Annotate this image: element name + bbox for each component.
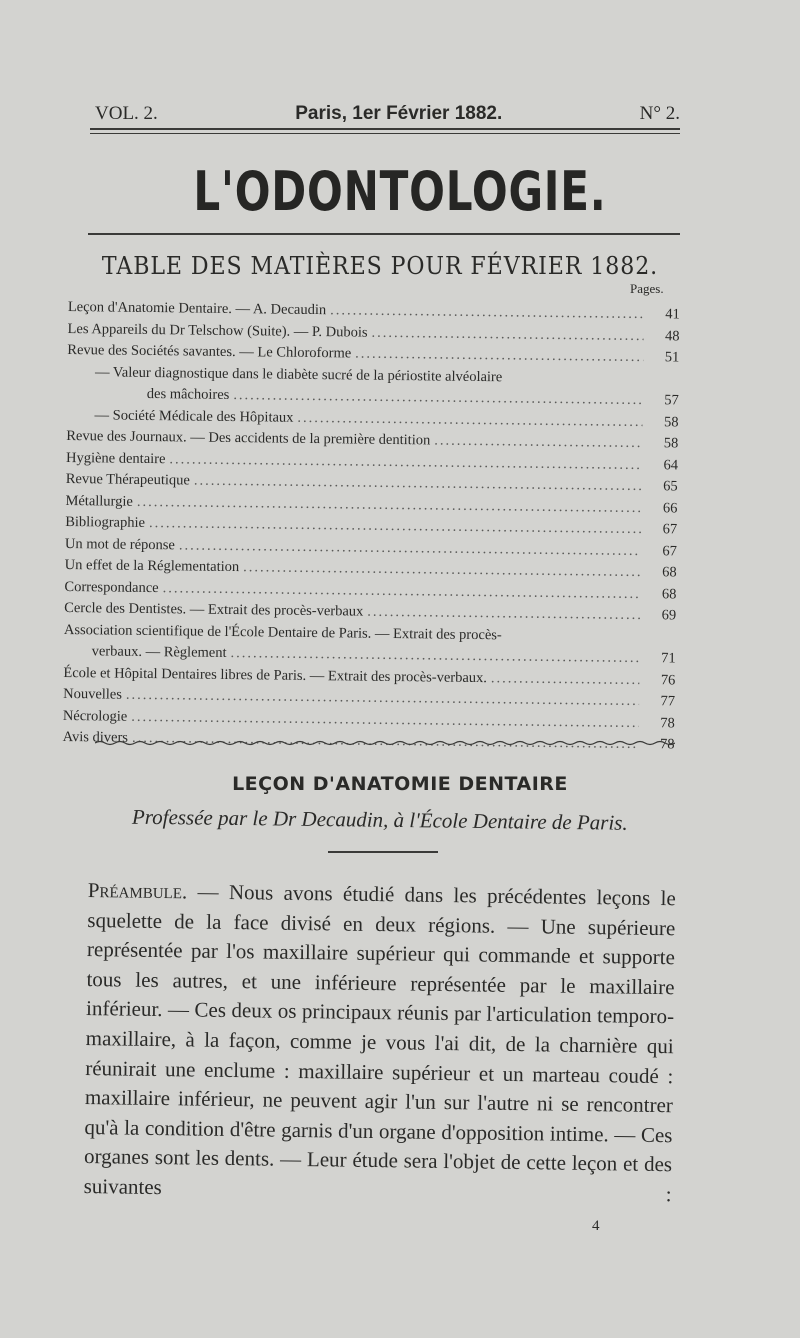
toc-entry-page: 77 (660, 693, 676, 710)
toc-leader-dots (491, 668, 640, 691)
toc-entry-title: Métallurgie (65, 492, 133, 510)
toc-entry-page: 67 (662, 521, 678, 538)
toc-entry-page: 71 (661, 650, 676, 667)
toc-entry-page: 68 (661, 585, 677, 602)
toc-entry-title: verbaux. — Règlement (91, 643, 227, 661)
toc-entry-title: Nécrologie (62, 707, 128, 725)
toc-entry-page: 57 (664, 392, 679, 409)
article-divider (328, 851, 438, 853)
toc-entry-title: Revue des Journaux. — Des accidents de la première dentition (66, 427, 431, 449)
toc-entry-page: 51 (664, 349, 680, 366)
article-title: LEÇON D'ANATOMIE DENTAIRE (232, 773, 568, 795)
toc-entry-title: des mâchoires (146, 385, 230, 403)
toc-entry-title: Revue des Sociétés savantes. — Le Chloroforme (67, 341, 352, 362)
toc-entry-title: Association scientifique de l'École Dentaire de Paris. — Extrait des procès- (63, 621, 502, 643)
toc-entry-page: 65 (663, 478, 678, 495)
preamble-label: Préambule. (87, 877, 188, 904)
toc-entry-page: 67 (662, 542, 678, 559)
toc-entry-page: 66 (662, 499, 678, 516)
header-rule-thin (90, 133, 680, 134)
header-rule (90, 128, 680, 130)
toc-entry-title: Leçon d'Anatomie Dentaire. — A. Decaudin (67, 298, 327, 319)
toc-entry-page: 69 (661, 607, 677, 624)
toc-leader-dots (434, 430, 642, 454)
toc-entry-title: Nouvelles (63, 685, 123, 703)
table-of-contents (62, 297, 679, 756)
toc-entry-page: 76 (660, 671, 676, 688)
article-body (83, 876, 675, 1210)
toc-entry-title: Avis divers (62, 728, 129, 746)
toc-entry-title: Revue Thérapeutique (65, 470, 191, 489)
toc-entry-page: 78 (660, 714, 675, 731)
toc-entry-page: 41 (665, 306, 680, 323)
pages-column-label: Pages. (630, 281, 664, 296)
toc-entry-title: — Valeur diagnostique dans le diabète sucré de la périostite alvéolaire (94, 363, 503, 385)
toc-entry-title: Bibliographie (65, 513, 146, 531)
toc-entry-page: 58 (663, 435, 679, 452)
article-paragraph: — Nous avons étudié dans les précédentes leçons le squelette de la face divisé en deux régions. — Une supérieure représentée par l'os maxillaire supérieur qui commande et supporte tous les autres, et une inférieure représentée par le maxillaire inférieur. — Ces deux os principaux réunis par l'articulation temporo-maxillaire, à la façon, comme je vous l'ai dit, de la charnière qui réunirait une enclume : maxillaire supérieur et un marteau coudé : maxillaire inférieur, ne peuvent agir l'un sur l'autre ni se rencontrer qu'à la condition d'être garnis d'un organe d'opposition intime. — Ces organes sont les dents. — Leur étude sera l'objet de cette leçon et des suivantes : (83, 879, 676, 1207)
toc-entry-title: — Société Médicale des Hôpitaux (94, 406, 294, 426)
toc-entry-page: 58 (663, 413, 679, 430)
toc-entry-title: Cercle des Dentistes. — Extrait des procès-verbaux (64, 599, 364, 620)
article-subtitle: Professée par le Dr Decaudin, à l'École Dentaire de Paris. (131, 804, 628, 835)
toc-title: TABLE DES MATIÈRES POUR FÉVRIER 1882. (101, 252, 659, 280)
issue-date: Paris, 1er Février 1882. (295, 103, 503, 124)
toc-entry-page: 78 (659, 736, 675, 753)
toc-entry-page: 64 (663, 456, 679, 473)
toc-entry-title: Correspondance (64, 578, 159, 596)
toc-entry-title: École et Hôpital Dentaires libres de Paris. — Extrait des procès-verbaux. (63, 664, 488, 686)
toc-entry-page: 48 (664, 327, 680, 344)
title-rule (88, 233, 680, 235)
journal-title: L'ODONTOLOGIE. (193, 160, 607, 223)
toc-entry-page: 68 (662, 564, 677, 581)
toc-entry-title: Un effet de la Réglementation (64, 556, 240, 576)
running-header (95, 103, 680, 125)
issue-number: N° 2. (639, 103, 680, 124)
toc-end-rule (95, 740, 675, 746)
toc-entry-title: Hygiène dentaire (65, 449, 166, 467)
volume-label: VOL. 2. (95, 103, 158, 124)
page-number: 4 (592, 1218, 600, 1234)
toc-entry-title: Un mot de réponse (64, 535, 176, 553)
toc-entry-title: Les Appareils du Dr Telschow (Suite). — P. Dubois (67, 320, 368, 341)
